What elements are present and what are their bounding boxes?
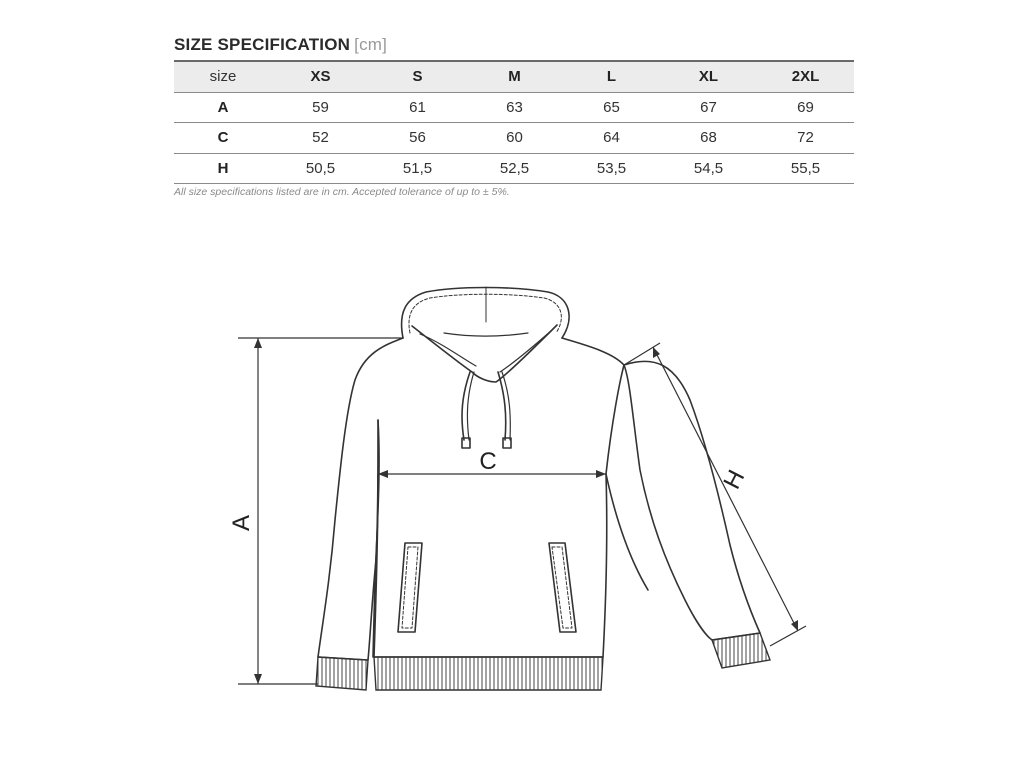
size-s: S (412, 68, 423, 86)
body-outline (318, 338, 760, 660)
size-m: M (508, 68, 521, 86)
heading-title: SIZE SPECIFICATION (174, 35, 351, 54)
size-l: L (606, 68, 617, 86)
row-label-a: A (217, 98, 229, 116)
row-label-c: C (217, 129, 229, 147)
table-cell: 69 (797, 98, 814, 116)
body-left-side (374, 474, 607, 657)
table-cell: 52 (312, 129, 329, 147)
table-cell: 64 (603, 129, 620, 147)
row-label-h: H (217, 159, 229, 177)
hood-outline (402, 288, 570, 339)
size-xl: XL (698, 68, 719, 86)
hood-stitch (409, 294, 561, 333)
table-cell: 61 (409, 98, 426, 116)
measure-h-arrow-top (653, 347, 660, 358)
measure-a-label: A (228, 514, 255, 532)
table-cell: 52,5 (499, 159, 530, 177)
sleeve-left-inner (373, 420, 379, 657)
measure-h-arrow-bottom (791, 620, 798, 631)
hood-inner (412, 325, 557, 382)
heading-unit: [cm] (354, 35, 388, 54)
measure-c-label: C (479, 448, 497, 475)
measure-a-arrow-bottom (254, 674, 262, 684)
size-xs: XS (310, 68, 331, 86)
side-seam-right (606, 474, 648, 590)
cuff-left (316, 657, 368, 690)
size-2xl: 2XL (791, 68, 820, 86)
measure-h-line (653, 347, 798, 631)
table-cell: 60 (506, 129, 523, 147)
tolerance-note: All size specifications listed are in cm. Accepted tolerance of up to ± 5%. (174, 186, 510, 198)
measure-h-label: H (718, 465, 751, 494)
drawstring-left (462, 372, 470, 440)
table-cell: 54,5 (693, 159, 724, 177)
measure-c-arrow-right (596, 470, 606, 478)
table-cell: 53,5 (596, 159, 627, 177)
table-cell: 51,5 (402, 159, 433, 177)
waistband (374, 657, 603, 690)
measure-a-arrow-top (254, 338, 262, 348)
table-cell: 50,5 (305, 159, 336, 177)
drawstring-left-2 (467, 372, 474, 440)
pocket-left (398, 543, 422, 632)
cuff-right (712, 633, 770, 668)
size-header-label: size (209, 68, 237, 86)
sleeve-right-inner (606, 365, 624, 474)
hood-inner-3 (444, 333, 528, 336)
table-cell: 59 (312, 98, 329, 116)
table-cell: 67 (700, 98, 717, 116)
measure-h-bottom-ext (770, 626, 806, 646)
table-cell: 56 (409, 129, 426, 147)
table-cell: 72 (797, 129, 814, 147)
table-cell: 55,5 (790, 159, 821, 177)
table-cell: 65 (603, 98, 620, 116)
table-cell: 68 (700, 129, 717, 147)
table-cell: 63 (506, 98, 523, 116)
